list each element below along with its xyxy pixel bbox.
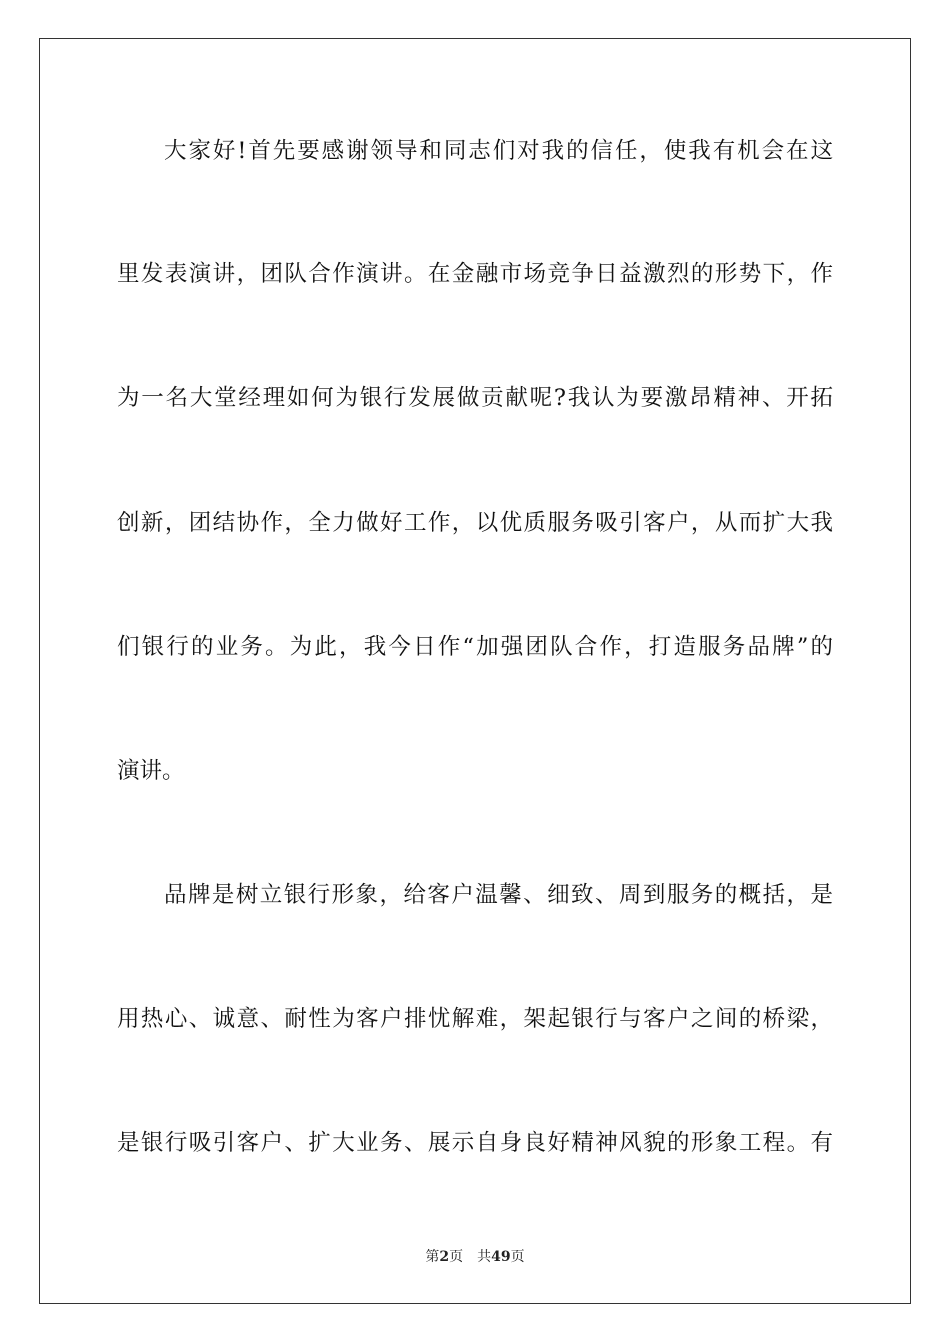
page-footer [0,1246,950,1266]
page-border [39,38,911,1304]
paragraph-2-line-3: 是银行吸引客户、扩大业务、展示自身良好精神风貌的形象工程。有 [117,1130,833,1156]
footer-page-number: 2 [439,1249,450,1265]
paragraph-1-line-4: 创新，团结协作，全力做好工作，以优质服务吸引客户，从而扩大我 [117,510,833,536]
footer-page-suffix: 页 [449,1249,464,1265]
paragraph-2-line-1: 品牌是树立银行形象，给客户温馨、细致、周到服务的概括，是 [164,882,833,908]
paragraph-2-line-2: 用热心、诚意、耐性为客户排忧解难，架起银行与客户之间的桥梁， [117,1006,833,1032]
footer-total-suffix: 页 [510,1249,525,1265]
paragraph-1-line-1: 大家好!首先要感谢领导和同志们对我的信任，使我有机会在这 [164,138,833,164]
footer-total-prefix: 共 [477,1249,492,1265]
paragraph-1-line-5: 们银行的业务。为此，我今日作“加强团队合作，打造服务品牌”的 [117,634,833,660]
paragraph-1-line-3: 为一名大堂经理如何为银行发展做贡献呢?我认为要激昂精神、开拓 [117,385,833,411]
footer-page-prefix: 第 [425,1249,440,1265]
paragraph-1-line-2: 里发表演讲，团队合作演讲。在金融市场竞争日益激烈的形势下，作 [117,261,833,287]
footer-total-number: 49 [491,1249,511,1265]
paragraph-1-line-6: 演讲。 [117,758,185,784]
